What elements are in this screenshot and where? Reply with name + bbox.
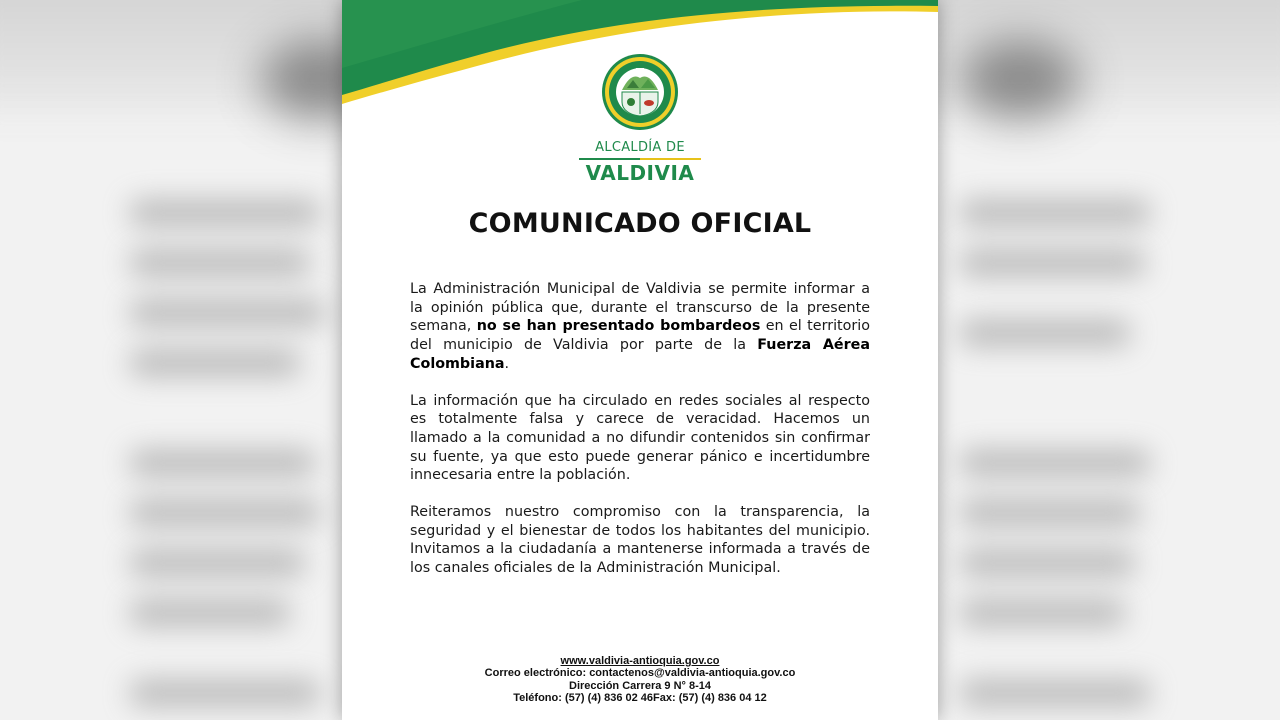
background-blur-line (130, 300, 325, 326)
paragraph-1-text-c: en el territorio del municipio de Valdivia por parte de la (410, 318, 870, 354)
alcaldia-label: ALCALDÍA DE (595, 140, 685, 155)
municipality-name: VALDIVIA (585, 161, 695, 185)
background-blur-line (130, 500, 320, 526)
paragraph-3: Reiteramos nuestro compromiso con la transparencia, la seguridad y el bienestar de todos los habitantes del municipio. Invitamos a la ciudadanía a mantenerse informada a través de los canales oficiales de la Administración Municipal. (410, 504, 870, 577)
paragraph-1-bold-a: no se han presentado bombardeos (476, 318, 761, 335)
paragraph-2: La información que ha circulado en redes sociales al respecto es totalmente falsa y carece de veracidad. Hacemos un llamado a la comunidad a no difundir contenidos sin confirmar su fuente, ya que esto puede generar pánico e incertidumbre innecesaria entre la población. (410, 392, 870, 484)
background-blur-line (130, 600, 290, 626)
background-blur-line (960, 500, 1140, 526)
background-blur-line (130, 680, 320, 706)
background-blur-line (960, 450, 1150, 476)
document-footer (342, 655, 938, 705)
logo-divider (579, 158, 701, 160)
paragraph-1-bold-b: Fuerza Aérea Colombiana (410, 337, 870, 372)
footer-email: Correo electrónico: contactenos@valdivia-antioquia.gov.co (484, 667, 796, 680)
footer-phone: Teléfono: (57) (4) 836 02 46Fax: (57) (4) 836 04 12 (513, 692, 767, 705)
website-link[interactable]: www.valdivia-antioquia.gov.co (560, 655, 720, 667)
background-blur-line (130, 250, 310, 276)
background-blur-line (960, 200, 1150, 226)
background-blur-line (960, 600, 1125, 626)
paragraph-1 (410, 280, 870, 374)
background-blur-line (960, 680, 1150, 706)
background-blur-line (130, 550, 305, 576)
background-blur-blob (960, 40, 1080, 120)
background-blur-line (130, 450, 315, 476)
document-body (410, 280, 870, 596)
background-blur-line (960, 250, 1145, 276)
paragraph-1-text-a: La Administración Municipal de Valdivia se permite informar a la opinión pública que, durante el transcurso de la presente semana, (410, 281, 870, 335)
background-blur-line (130, 350, 300, 376)
municipality-logo (342, 52, 938, 185)
paragraph-1-text-d: . (504, 355, 510, 372)
document-page (342, 0, 938, 720)
footer-address: Dirección Carrera 9 N° 8-14 (569, 679, 711, 692)
background-blur-line (960, 320, 1130, 346)
municipal-seal-icon (600, 52, 680, 132)
document-title: COMUNICADO OFICIAL (468, 208, 812, 239)
background-blur-line (130, 200, 320, 226)
background-blur-line (960, 550, 1135, 576)
